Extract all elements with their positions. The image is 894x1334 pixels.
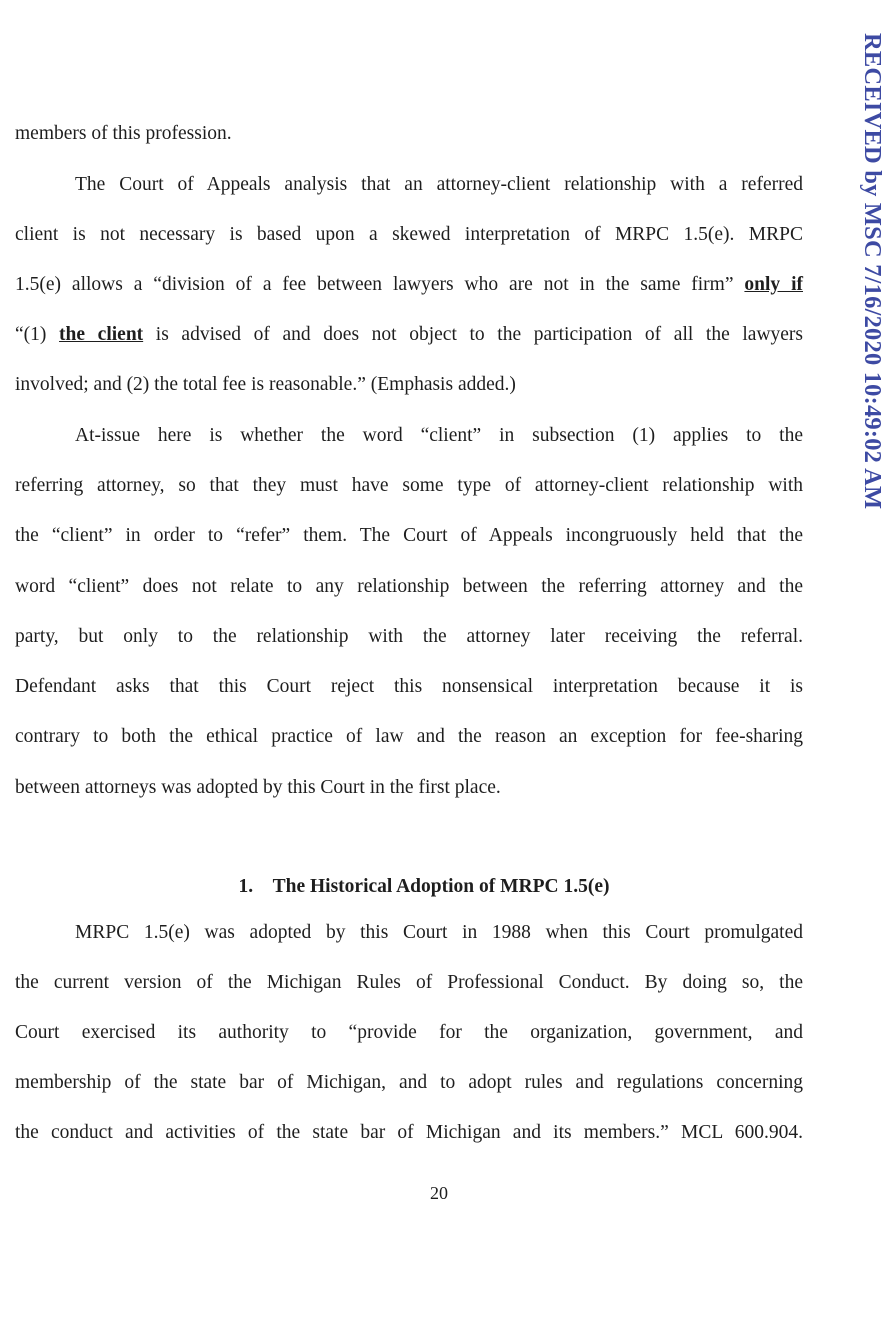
paragraph-line: membership of the state bar of Michigan, and to adopt rules and regulations concerning [15,1072,803,1093]
paragraph-line: involved; and (2) the total fee is reasonable.” (Emphasis added.) [15,374,516,395]
line-text: “(1) [15,324,47,345]
section-heading: 1. The Historical Adoption of MRPC 1.5(e) [238,876,610,897]
emphasis-the-client: the client [59,324,144,345]
paragraph-line: The Court of Appeals analysis that an attorney-client relationship with a referred [75,174,803,195]
paragraph-line: At-issue here is whether the word “client” in subsection (1) applies to the [75,425,803,446]
paragraph-line: Court exercised its authority to “provide for the organization, government, and [15,1022,803,1043]
paragraph-line: the conduct and activities of the state bar of Michigan and its members.” MCL 600.904. [15,1122,803,1143]
paragraph-line: party, but only to the relationship with the attorney later receiving the referral. [15,626,803,647]
paragraph-line: word “client” does not relate to any relationship between the referring attorney and the [15,576,803,597]
paragraph-line: members of this profession. [15,123,232,144]
page-number: 20 [430,1183,448,1203]
paragraph-line: MRPC 1.5(e) was adopted by this Court in 1988 when this Court promulgated [75,922,803,943]
paragraph-line: contrary to both the ethical practice of law and the reason an exception for fee-sharing [15,726,803,747]
paragraph-line: Defendant asks that this Court reject this nonsensical interpretation because it is [15,676,803,697]
paragraph-line: client is not necessary is based upon a skewed interpretation of MRPC 1.5(e). MRPC [15,224,803,245]
emphasis-only-if: only if [744,274,803,295]
paragraph-line [15,273,803,297]
paragraph-line: the current version of the Michigan Rules of Professional Conduct. By doing so, the [15,972,803,993]
paragraph-line: the “client” in order to “refer” them. The Court of Appeals incongruously held that the [15,525,803,546]
paragraph-line: referring attorney, so that they must have some type of attorney-client relationship with [15,475,803,496]
line-text: 1.5(e) allows a “division of a fee between lawyers who are not in the same firm” [15,274,734,295]
paragraph-line [15,323,803,347]
line-text: is advised of and does not object to the participation of all the lawyers [155,324,804,345]
paragraph-line: between attorneys was adopted by this Court in the first place. [15,777,501,798]
received-stamp: RECEIVED by MSC 7/16/2020 10:49:02 AM [859,33,886,510]
